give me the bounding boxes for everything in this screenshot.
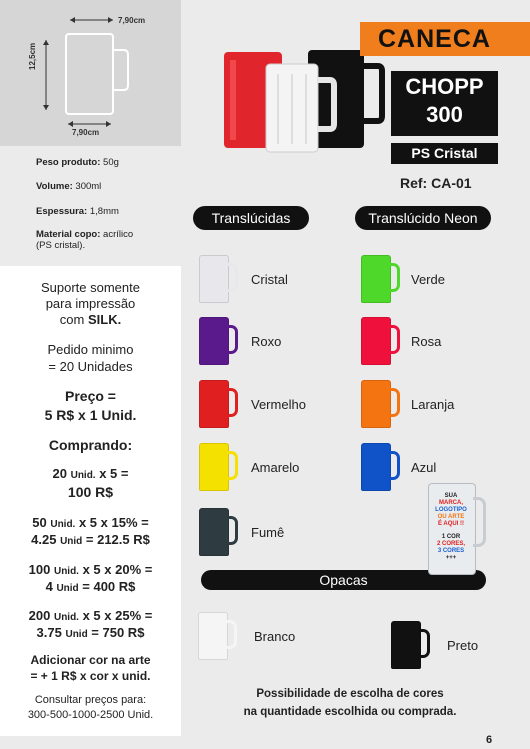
sample-text-3: LOGOTIPO	[435, 507, 467, 513]
section-translucido-neon: Translúcido Neon	[355, 206, 491, 230]
chopp-box	[391, 71, 498, 136]
sample-text-5: É AQUI !!	[437, 521, 465, 527]
mug-handle	[226, 451, 238, 480]
mug-body	[361, 317, 391, 365]
section-opacas: Opacas	[201, 570, 486, 590]
mug-body	[199, 255, 229, 303]
support-line-1: Suporte somente	[40, 280, 140, 295]
mug-handle	[388, 451, 400, 480]
mug-handle	[226, 325, 238, 354]
sample-text-8: 3 CORES	[437, 548, 465, 554]
mug-handle	[226, 516, 238, 545]
min-order-line-1: Pedido minimo	[47, 342, 134, 357]
footer-line-1: Possibilidade de escolha de cores	[256, 688, 444, 700]
price-line-1: Preço =	[65, 388, 116, 404]
mug-dimension-drawing	[0, 0, 181, 146]
mug-body	[199, 508, 229, 556]
tier-3-line-2: 4 Unid = 400 R$	[45, 579, 136, 594]
caneca-title-bar	[360, 22, 530, 56]
color-label: Roxo	[251, 334, 282, 349]
comprando-label: Comprando:	[48, 437, 133, 453]
mug-handle	[388, 388, 400, 417]
footer-line-2: na quantidade escolhida ou comprada.	[243, 706, 457, 718]
tier-1-line-2: 100 R$	[67, 484, 114, 500]
add-color-line-2: = + 1 R$ x cor x unid.	[30, 669, 151, 683]
mug-body	[361, 443, 391, 491]
tier-2-line-2: 4.25 Unid = 212.5 R$	[31, 532, 150, 547]
mug-body	[361, 380, 391, 428]
sample-printed-mug	[428, 483, 490, 575]
mug-handle	[418, 629, 430, 658]
mug-handle	[388, 325, 400, 354]
min-order-line-2: = 20 Unidades	[48, 359, 133, 374]
color-label: Preto	[447, 638, 479, 653]
sample-text-6: 1 COR	[441, 534, 461, 540]
mug-handle	[225, 620, 237, 649]
dimensions-panel	[0, 0, 181, 146]
bottom-width-label: 7,90cm	[72, 128, 100, 137]
color-label: Rosa	[411, 334, 442, 349]
caneca-title: CANECA	[378, 25, 491, 53]
add-color-line-1: Adicionar cor na arte	[30, 653, 151, 667]
spec-weight: Peso produto: 50g	[36, 157, 119, 168]
top-width-label: 7,90cm	[118, 16, 146, 25]
sample-text-2: MARCA,	[439, 500, 463, 506]
pricing-box	[0, 266, 181, 736]
color-label: Amarelo	[251, 460, 300, 475]
price-line-2: 5 R$ x 1 Unid.	[44, 407, 137, 423]
mug-handle	[388, 263, 400, 292]
mug-body	[391, 621, 421, 669]
chopp-size: 300	[426, 102, 463, 127]
color-label: Branco	[254, 629, 296, 644]
consult-line-1: Consultar preços para:	[34, 694, 147, 706]
color-label: Cristal	[251, 272, 288, 287]
ps-cristal-label: PS Cristal	[391, 143, 498, 164]
support-line-3: com SILK.	[59, 312, 122, 327]
section-translucidas: Translúcidas	[193, 206, 309, 230]
tier-3-line-1: 100 Unid. x 5 x 20% =	[28, 562, 153, 577]
sample-text-1: SUA	[444, 493, 458, 499]
page-number: 6	[486, 734, 493, 746]
mug-handle	[226, 388, 238, 417]
mug-body	[361, 255, 391, 303]
mug-handle	[226, 263, 238, 292]
height-label: 12,5cm	[28, 42, 37, 70]
color-label: Laranja	[411, 397, 455, 412]
tier-1-line-1: 20 Unid. x 5 =	[52, 466, 129, 481]
sample-text-7: 2 CORES,	[436, 541, 465, 547]
spec-material: Material copo: acrílico (PS cristal).	[36, 229, 134, 251]
mug-body	[199, 317, 229, 365]
consult-line-2: 300-500-1000-2500 Unid.	[27, 709, 154, 721]
color-label: Verde	[411, 272, 445, 287]
mug-body	[198, 612, 228, 660]
spec-volume: Volume: 300ml	[36, 181, 102, 192]
tier-2-line-1: 50 Unid. x 5 x 15% =	[32, 515, 149, 530]
support-line-2: para impressão	[45, 296, 136, 311]
chopp-title: CHOPP	[405, 74, 484, 99]
mug-body	[199, 380, 229, 428]
reference-code: Ref: CA-01	[400, 175, 472, 191]
sample-text-4: OU ARTE	[437, 514, 465, 520]
mug-body	[199, 443, 229, 491]
color-label: Azul	[411, 460, 437, 475]
sample-text-9: +++	[445, 555, 457, 561]
color-label: Vermelho	[251, 397, 306, 412]
spec-thickness: Espessura: 1,8mm	[36, 206, 119, 217]
tier-4-line-1: 200 Unid. x 5 x 25% =	[28, 608, 153, 623]
tier-4-line-2: 3.75 Unid = 750 R$	[36, 625, 145, 640]
color-label: Fumê	[251, 525, 285, 540]
hero-mugs-image	[220, 44, 390, 154]
